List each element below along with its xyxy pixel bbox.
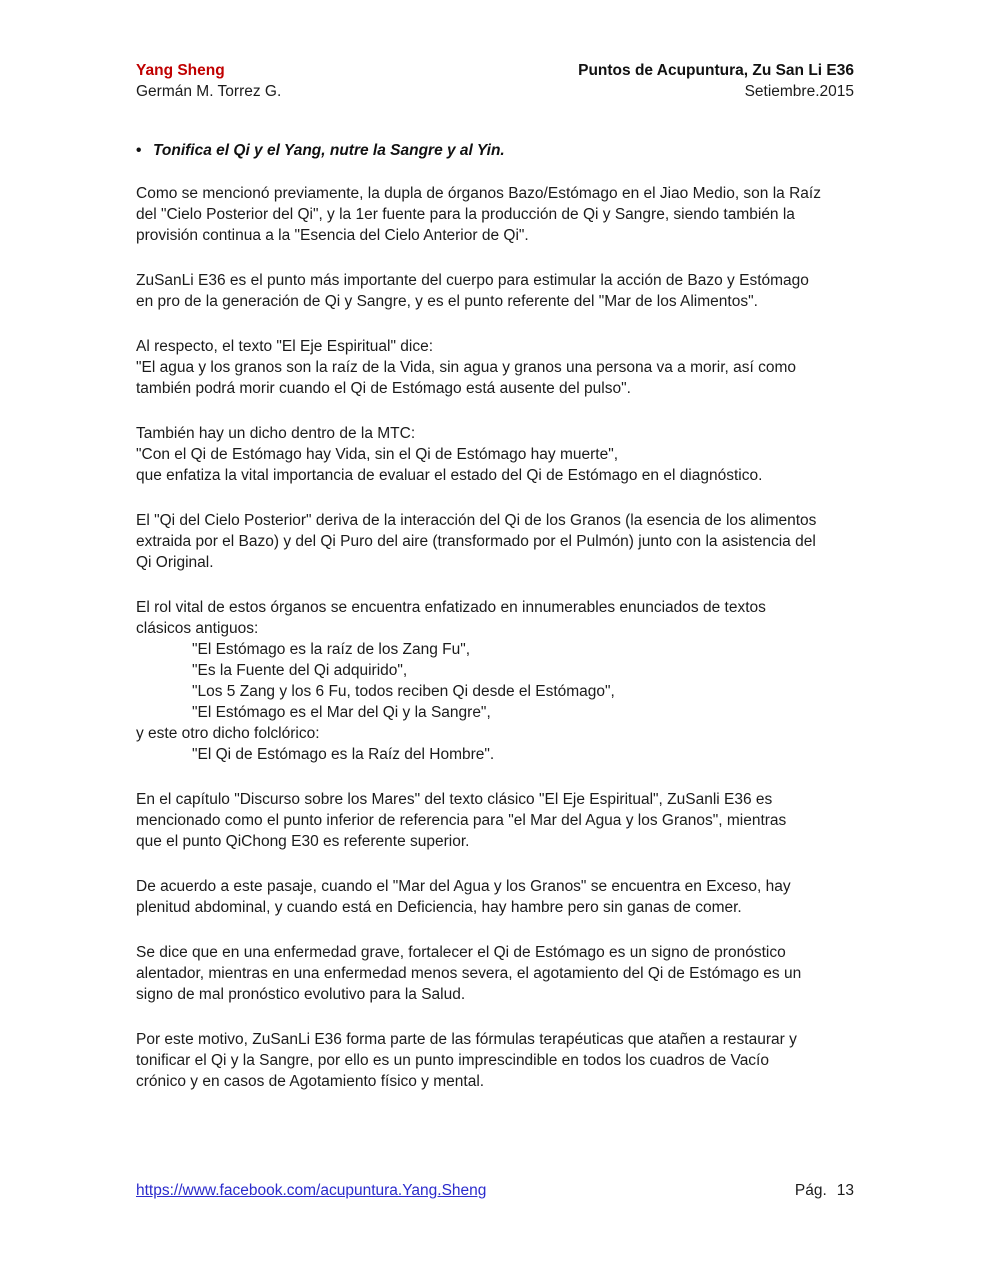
text-line: "El Estómago es el Mar del Qi y la Sangre", bbox=[192, 704, 491, 721]
text-line: del "Cielo Posterior del Qi", y la 1er fuente para la producción de Qi y Sangre, siendo también la bbox=[136, 206, 795, 223]
text-line: "Es la Fuente del Qi adquirido", bbox=[192, 662, 408, 679]
author-name: Germán M. Torrez G. bbox=[136, 83, 282, 100]
text-line: Como se mencionó previamente, la dupla de órganos Bazo/Estómago en el Jiao Medio, son la Raíz bbox=[136, 185, 821, 202]
document-title: Puntos de Acupuntura, Zu San Li E36 bbox=[578, 62, 854, 79]
text-line: que enfatiza la vital importancia de evaluar el estado del Qi de Estómago en el diagnóstico. bbox=[136, 467, 763, 484]
document-footer bbox=[136, 1180, 854, 1201]
text-line: También hay un dicho dentro de la MTC: bbox=[136, 425, 416, 442]
text-line: El "Qi del Cielo Posterior" deriva de la interacción del Qi de los Granos (la esencia de los alimentos bbox=[136, 512, 817, 529]
text-line: también podrá morir cuando el Qi de Estómago está ausente del pulso". bbox=[136, 380, 631, 397]
text-line: "El Qi de Estómago es la Raíz del Hombre". bbox=[192, 746, 495, 763]
paragraph bbox=[136, 1029, 854, 1092]
text-line: "El agua y los granos son la raíz de la Vida, sin agua y granos una persona va a morir, así como bbox=[136, 359, 797, 376]
document-header bbox=[136, 60, 854, 102]
text-line: "Los 5 Zang y los 6 Fu, todos reciben Qi desde el Estómago", bbox=[192, 683, 615, 700]
text-line: El rol vital de estos órganos se encuentra enfatizado en innumerables enunciados de textos bbox=[136, 599, 766, 616]
paragraph bbox=[136, 597, 854, 765]
text-line: "Con el Qi de Estómago hay Vida, sin el Qi de Estómago hay muerte", bbox=[136, 446, 618, 463]
brand-name: Yang Sheng bbox=[136, 62, 225, 79]
bullet-icon: • bbox=[136, 142, 142, 159]
text-line: mencionado como el punto inferior de referencia para "el Mar del Agua y los Granos", mientras bbox=[136, 812, 787, 829]
header-left-column bbox=[136, 60, 281, 102]
text-line: y este otro dicho folclórico: bbox=[136, 725, 320, 742]
text-line: Por este motivo, ZuSanLi E36 forma parte de las fórmulas terapéuticas que atañen a restaurar y bbox=[136, 1031, 797, 1048]
text-line: Qi Original. bbox=[136, 554, 214, 571]
paragraph bbox=[136, 270, 854, 312]
text-line: De acuerdo a este pasaje, cuando el "Mar del Agua y los Granos" se encuentra en Exceso, hay bbox=[136, 878, 791, 895]
text-line: signo de mal pronóstico evolutivo para la Salud. bbox=[136, 986, 466, 1003]
text-line: extraida por el Bazo) y del Qi Puro del aire (transformado por el Pulmón) junto con la asistencia del bbox=[136, 533, 816, 550]
paragraph bbox=[136, 183, 854, 246]
text-line: Al respecto, el texto "El Eje Espiritual" dice: bbox=[136, 338, 434, 355]
text-line: crónico y en casos de Agotamiento físico y mental. bbox=[136, 1073, 485, 1090]
paragraph bbox=[136, 336, 854, 399]
text-line: "El Estómago es la raíz de los Zang Fu", bbox=[192, 641, 471, 658]
text-line: en pro de la generación de Qi y Sangre, y es el punto referente del "Mar de los Alimentos". bbox=[136, 293, 758, 310]
text-line: plenitud abdominal, y cuando está en Deficiencia, hay hambre pero sin ganas de comer. bbox=[136, 899, 742, 916]
text-line: clásicos antiguos: bbox=[136, 620, 259, 637]
paragraph bbox=[136, 942, 854, 1005]
document-date: Setiembre.2015 bbox=[744, 83, 854, 100]
page-content bbox=[136, 60, 854, 1092]
text-line: provisión continua a la "Esencia del Cielo Anterior de Qi". bbox=[136, 227, 529, 244]
paragraph bbox=[136, 789, 854, 852]
text-line: En el capítulo "Discurso sobre los Mares" del texto clásico "El Eje Espiritual", ZuSanli E36 es bbox=[136, 791, 773, 808]
page-number-label: Pág. bbox=[794, 1182, 827, 1199]
page-number: 13 bbox=[836, 1182, 854, 1199]
bullet-item-text: Tonifica el Qi y el Yang, nutre la Sangre y al Yin. bbox=[153, 142, 505, 159]
text-line: tonificar el Qi y la Sangre, por ello es un punto imprescindible en todos los cuadros de Vacío bbox=[136, 1052, 769, 1069]
bullet-item bbox=[136, 140, 854, 161]
paragraph bbox=[136, 876, 854, 918]
facebook-link[interactable]: https://www.facebook.com/acupuntura.Yang.Sheng bbox=[136, 1182, 487, 1199]
paragraph bbox=[136, 510, 854, 573]
header-right-column bbox=[578, 60, 854, 102]
text-line: alentador, mientras en una enfermedad menos severa, el agotamiento del Qi de Estómago es un bbox=[136, 965, 802, 982]
text-line: Se dice que en una enfermedad grave, fortalecer el Qi de Estómago es un signo de pronóstico bbox=[136, 944, 786, 961]
page-number-group bbox=[795, 1180, 854, 1201]
text-line: ZuSanLi E36 es el punto más importante del cuerpo para estimular la acción de Bazo y Estómago bbox=[136, 272, 809, 289]
text-line: que el punto QiChong E30 es referente superior. bbox=[136, 833, 470, 850]
paragraph bbox=[136, 423, 854, 486]
document-body bbox=[136, 183, 854, 1092]
